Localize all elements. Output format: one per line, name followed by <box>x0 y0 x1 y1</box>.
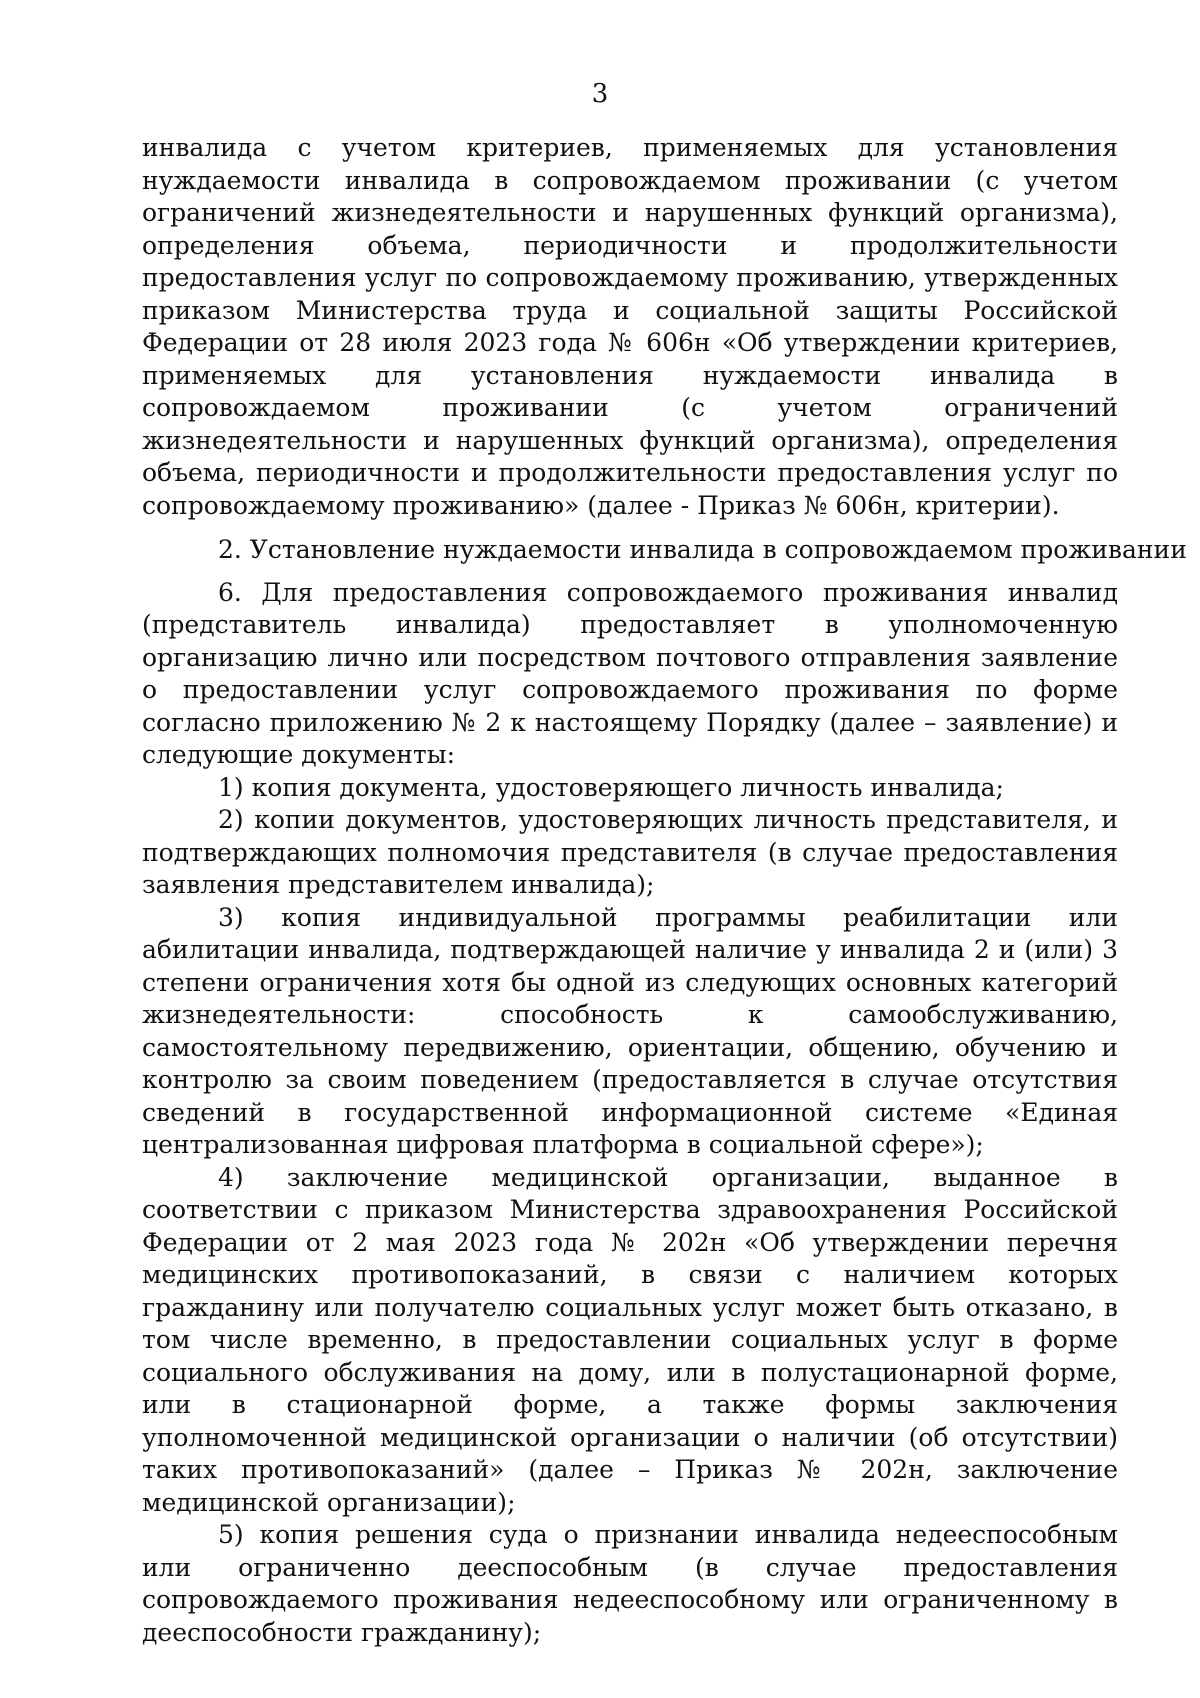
list-item-4: 4) заключение медицинской организации, выданное в соответствии с приказом Министерства здравоохранения Российской Федерации от 2 мая 2023 года № 202н «Об утверждении перечня медицинских противопоказаний, в связи с наличием которых гражданину или получателю социальных услуг может быть отказано, в том числе временно, в предоставлении социальных услуг в форме социального обслуживания на дому, или в полустационарной форме, или в стационарной форме, а также формы заключения уполномоченной медицинской организации о наличии (об отсутствии) таких противопоказаний» (далее – Приказ № 202н, заключение медицинской организации); <box>142 1162 1118 1517</box>
document-body <box>142 132 1187 1649</box>
continuation-paragraph: инвалида с учетом критериев, применяемых для установления нуждаемости инвалида в сопровождаемом проживании (с учетом ограничений жизнедеятельности и нарушенных функций организма), определения объема, периодичности и продолжительности предоставления услуг по сопровождаемому проживанию, утвержденных приказом Министерства труда и социальной защиты Российской Федерации от 28 июля 2023 года № 606н «Об утверждении критериев, применяемых для установления нуждаемости инвалида в сопровождаемом проживании (с учетом ограничений жизнедеятельности и нарушенных функций организма), определения объема, периодичности и продолжительности предоставления услуг по сопровождаемому проживанию» (далее - Приказ № 606н, критерии). <box>142 133 1118 520</box>
list-item-5: 5) копия решения суда о признании инвалида недееспособным или ограниченно дееспособным (в случае предоставления сопровождаемого проживания недееспособному или ограниченному в дееспособности гражданину); <box>142 1520 1118 1647</box>
list-item-3: 3) копия индивидуальной программы реабилитации или абилитации инвалида, подтверждающей наличие у инвалида 2 и (или) 3 степени ограничения хотя бы одной из следующих основных категорий жизнедеятельности: способность к самообслуживанию, самостоятельному передвижению, ориентации, общению, обучению и контролю за своим поведением (предоставляется в случае отсутствия сведений в государственной информационной системе «Единая централизованная цифровая платформа в социальной сфере»); <box>142 902 1118 1159</box>
list-item-1: 1) копия документа, удостоверяющего личность инвалида; <box>218 772 1004 802</box>
section-heading: 2. Установление нуждаемости инвалида в сопровождаемом проживании <box>218 535 1187 564</box>
list-item-2: 2) копии документов, удостоверяющих личность представителя, и подтверждающих полномочия представителя (в случае предоставления заявления представителем инвалида); <box>142 805 1118 899</box>
page-number: 3 <box>591 79 609 109</box>
paragraph-6: 6. Для предоставления сопровождаемого проживания инвалид (представитель инвалида) предоставляет в уполномоченную организацию лично или посредством почтового отправления заявление о предоставлении услуг сопровождаемого проживания по форме согласно приложению № 2 к настоящему Порядку (далее – заявление) и следующие документы: <box>142 577 1118 769</box>
